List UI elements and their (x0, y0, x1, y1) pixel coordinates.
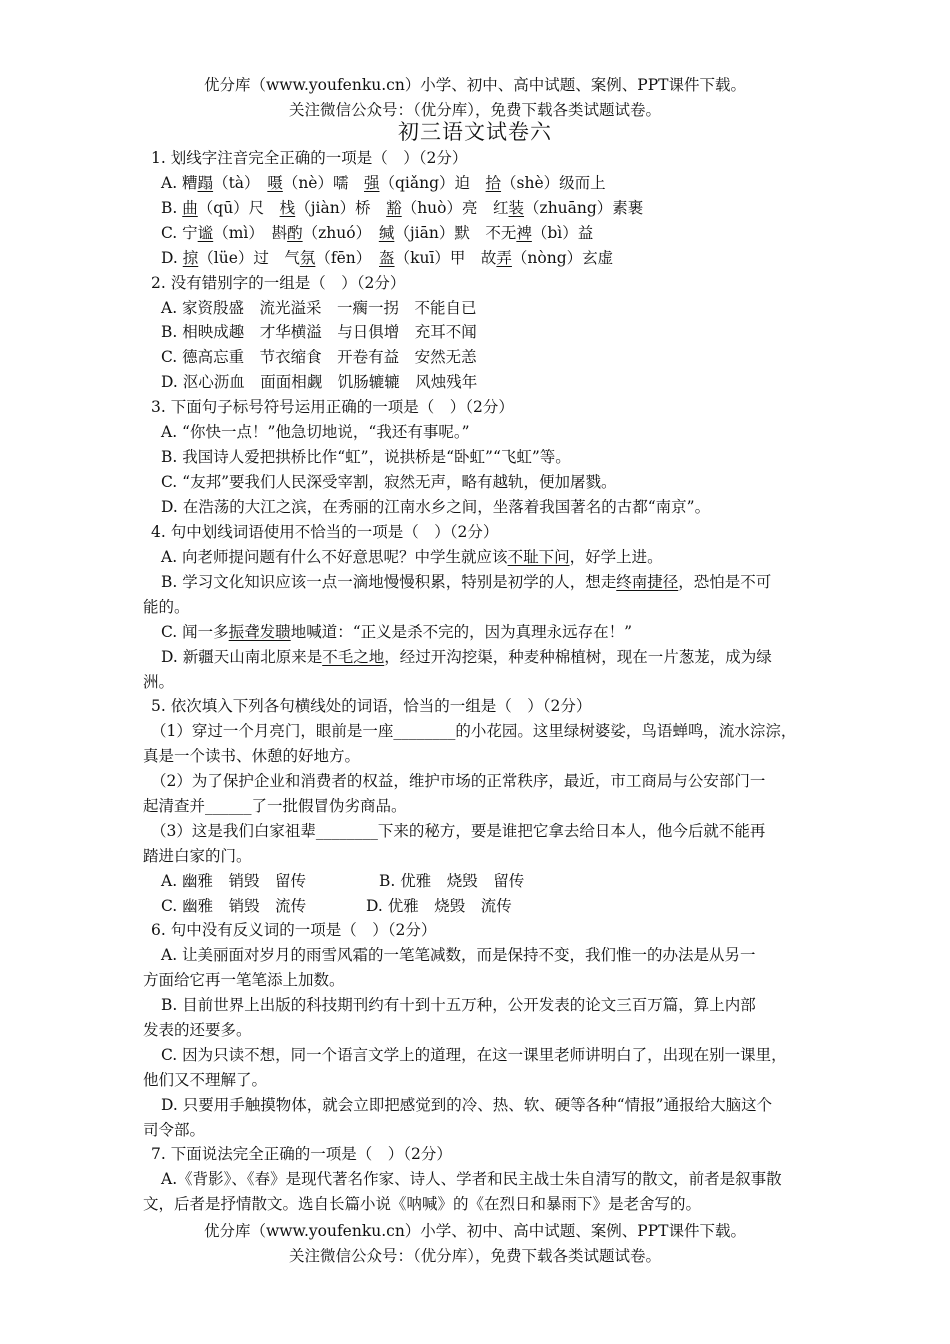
q5-sentence-2: （2）为了保护企业和消费者的权益，维护市场的正常秩序，最近，市工商局与公安部门一 (151, 772, 766, 790)
header-line-2: 关注微信公众号：（优分库），免费下载各类试题试卷。 (288, 101, 661, 119)
q3-stem: 3. 下面句子标号符号运用正确的一项是（ ）（2分） (151, 398, 514, 416)
q4-option-a: A. 向老师提问题有什么不好意思呢？中学生就应该不耻下问，好学上进。 (161, 548, 663, 566)
q7-option-a-cont: 文，后者是抒情散文。选自长篇小说《呐喊》的《在烈日和暴雨下》是老舍写的。 (143, 1195, 702, 1213)
q5-option-a: A. 幽雅 销毁 留传 (161, 872, 307, 890)
q5-sentence-1: （1）穿过一个月亮门，眼前是一座________的小花园。这里绿树婆娑，鸟语蝉鸣，流水淙淙， (151, 722, 797, 740)
q3-option-d: D. 在浩荡的大江之滨，在秀丽的江南水乡之间，坐落着我国著名的古都“南京”。 (161, 498, 711, 516)
header-line-1: 优分库（www.youfenku.cn）小学、初中、高中试题、案例、PPT课件下载。 (203, 76, 747, 94)
q5-sentence-2-cont: 起清查并______了一批假冒伪劣商品。 (143, 797, 407, 815)
q1-stem: 1. 划线字注音完全正确的一项是（ ）（2分） (151, 149, 468, 167)
q4-option-d-cont: 洲。 (143, 673, 175, 691)
q4-option-c: C. 闻一多振聋发聩地喊道：“正义是杀不完的，因为真理永远存在！” (161, 623, 633, 641)
q6-option-b-cont: 发表的还要多。 (143, 1021, 252, 1039)
q1-option-b: B. 曲（qū）尺 栈（jiàn）桥 豁（huò）亮 红装（zhuāng）素裹 (161, 199, 644, 217)
q6-option-d: D. 只要用手触摸物体，就会立即把感觉到的冷、热、软、硬等各种“情报”通报给大脑这个 (161, 1096, 773, 1114)
q5-option-d: D. 优雅 烧毁 流传 (366, 897, 512, 915)
footer-line-2: 关注微信公众号：（优分库），免费下载各类试题试卷。 (288, 1247, 661, 1265)
q6-option-c: C. 因为只读不想，同一个语言文学上的道理，在这一课里老师讲明白了，出现在别一课里， (161, 1046, 787, 1064)
q2-option-a: A. 家资殷盛 流光溢采 一瘸一拐 不能自已 (161, 299, 477, 317)
q5-stem: 5. 依次填入下列各句横线处的词语，恰当的一组是（ ）（2分） (151, 697, 592, 715)
q3-option-c: C. “友邦”要我们人民深受宰割，寂然无声，略有越轨，便加屠戮。 (161, 473, 617, 491)
q6-option-b: B. 目前世界上出版的科技期刊约有十到十五万种，公开发表的论文三百万篇，算上内部 (161, 996, 756, 1014)
q7-option-a: A.《背影》、《春》是现代著名作家、诗人、学者和民主战士朱自清写的散文，前者是叙事散 (161, 1170, 782, 1188)
q6-option-a-cont: 方面给它再一笔笔添上加数。 (143, 971, 345, 989)
footer-line-1: 优分库（www.youfenku.cn）小学、初中、高中试题、案例、PPT课件下载。 (203, 1222, 747, 1240)
q6-option-d-cont: 司令部。 (143, 1121, 206, 1139)
page-title: 初三语文试卷六 (398, 120, 552, 144)
q5-option-b: B. 优雅 烧毁 留传 (379, 872, 525, 890)
q4-option-d: D. 新疆天山南北原来是不毛之地，经过开沟挖渠，种麦种棉植树，现在一片葱茏，成为绿 (161, 648, 772, 666)
q2-option-b: B. 相映成趣 才华横溢 与日俱增 充耳不闻 (161, 323, 477, 341)
q5-option-c: C. 幽雅 销毁 流传 (161, 897, 307, 915)
q1-option-c: C. 宁谧（mì） 斟酌（zhuó） 缄（jiān）默 不无裨（bì）益 (161, 224, 594, 242)
q1-option-d: D. 掠（lüe）过 气氛（fēn） 盔（kuī）甲 故弄（nòng）玄虚 (161, 249, 614, 267)
q2-option-c: C. 德高忘重 节衣缩食 开卷有益 安然无恙 (161, 348, 477, 366)
q2-option-d: D. 沤心沥血 面面相觑 饥肠辘辘 风烛残年 (161, 373, 478, 391)
q3-option-b: B. 我国诗人爱把拱桥比作“虹”，说拱桥是“卧虹”“飞虹”等。 (161, 448, 571, 466)
q3-option-a: A. “你快一点！”他急切地说，“我还有事呢。” (161, 423, 470, 441)
q5-sentence-1-cont: 真是一个读书、休憩的好地方。 (143, 747, 361, 765)
q2-stem: 2. 没有错别字的一组是（ ）（2分） (151, 274, 406, 292)
q4-stem: 4. 句中划线词语使用不恰当的一项是（ ）（2分） (151, 523, 499, 541)
q7-stem: 7. 下面说法完全正确的一项是（ ）（2分） (151, 1145, 452, 1163)
q5-sentence-3: （3）这是我们白家祖辈________下来的秘方，要是谁把它拿去给日本人，他今后就不能再 (151, 822, 766, 840)
q4-option-b-cont: 能的。 (143, 598, 190, 616)
q6-option-a: A. 让美丽面对岁月的雨雪风霜的一笔笔减数，而是保持不变，我们惟一的办法是从另一 (161, 946, 756, 964)
q6-option-c-cont: 他们又不理解了。 (143, 1071, 268, 1089)
q5-sentence-3-cont: 踏进白家的门。 (143, 847, 252, 865)
q1-option-a: A. 糟蹋（tà） 嗫（nè）嚅 强（qiǎng）迫 拾（shè）级而上 (161, 174, 606, 192)
q4-option-b: B. 学习文化知识应该一点一滴地慢慢积累，特别是初学的人，想走终南捷径，恐怕是不可 (161, 573, 772, 591)
q6-stem: 6. 句中没有反义词的一项是（ ）（2分） (151, 921, 437, 939)
